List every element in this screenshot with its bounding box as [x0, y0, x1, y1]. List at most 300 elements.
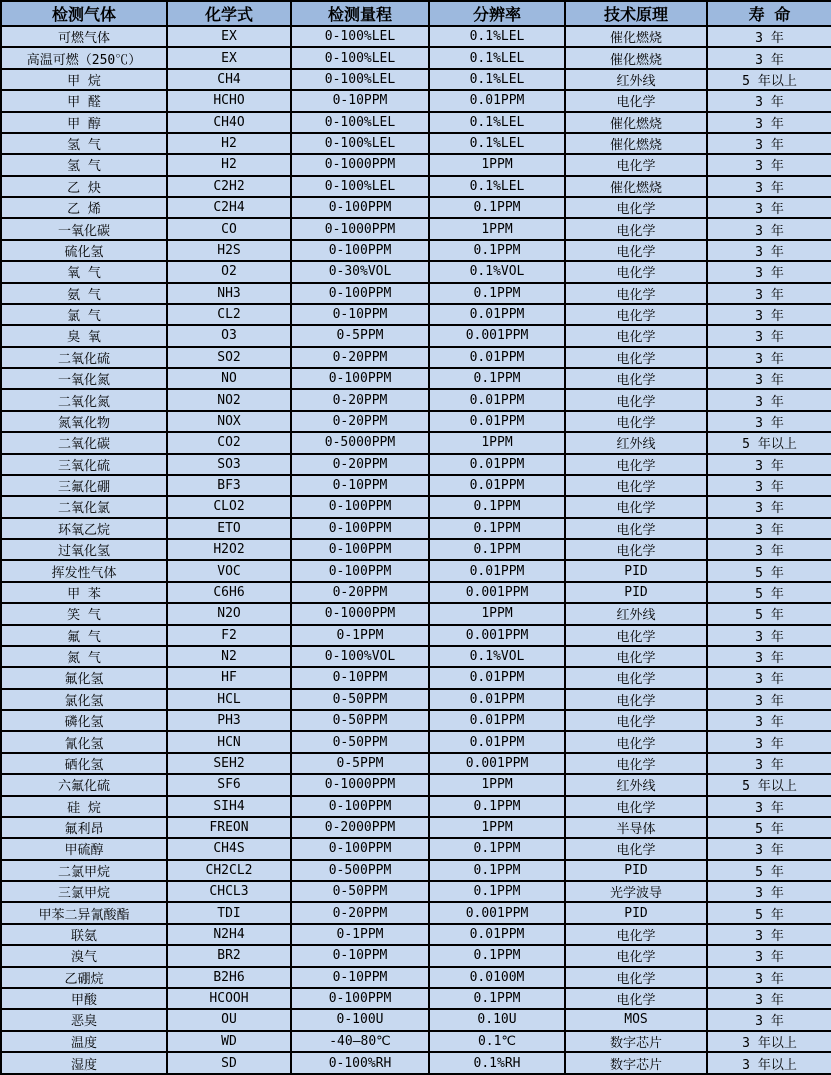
cell-formula: HF: [167, 667, 291, 688]
cell-resolution: 0.001PPM: [429, 582, 565, 603]
cell-gas: 过氧化氢: [1, 539, 167, 560]
cell-formula: OU: [167, 1009, 291, 1030]
header-lifespan: 寿 命: [707, 1, 831, 26]
cell-resolution: 0.01PPM: [429, 667, 565, 688]
cell-principle: 电化学: [565, 454, 707, 475]
cell-lifespan: 3 年: [707, 454, 831, 475]
cell-resolution: 1PPM: [429, 774, 565, 795]
cell-resolution: 0.01PPM: [429, 731, 565, 752]
cell-range: 0-20PPM: [291, 902, 429, 923]
cell-lifespan: 3 年: [707, 689, 831, 710]
cell-principle: 电化学: [565, 496, 707, 517]
cell-principle: 催化燃烧: [565, 176, 707, 197]
cell-lifespan: 3 年: [707, 710, 831, 731]
cell-resolution: 0.1PPM: [429, 796, 565, 817]
cell-resolution: 0.01PPM: [429, 560, 565, 581]
cell-lifespan: 5 年以上: [707, 774, 831, 795]
table-row: [1, 176, 831, 197]
cell-resolution: 0.1PPM: [429, 496, 565, 517]
table-row: [1, 881, 831, 902]
cell-resolution: 0.1PPM: [429, 368, 565, 389]
cell-resolution: 0.1%LEL: [429, 26, 565, 47]
cell-lifespan: 3 年: [707, 539, 831, 560]
cell-range: 0-100%LEL: [291, 26, 429, 47]
cell-resolution: 0.01PPM: [429, 411, 565, 432]
cell-resolution: 0.0100M: [429, 967, 565, 988]
cell-gas: 三氯甲烷: [1, 881, 167, 902]
cell-range: 0-100%VOL: [291, 646, 429, 667]
cell-gas: 二氧化硫: [1, 347, 167, 368]
cell-principle: 催化燃烧: [565, 112, 707, 133]
table-row: [1, 560, 831, 581]
cell-principle: 红外线: [565, 603, 707, 624]
cell-lifespan: 3 年: [707, 988, 831, 1009]
cell-formula: HCL: [167, 689, 291, 710]
cell-range: 0-1000PPM: [291, 218, 429, 239]
cell-lifespan: 3 年: [707, 26, 831, 47]
cell-formula: BR2: [167, 945, 291, 966]
table-row: [1, 133, 831, 154]
cell-principle: PID: [565, 860, 707, 881]
cell-gas: 恶臭: [1, 1009, 167, 1030]
cell-range: 0-100PPM: [291, 496, 429, 517]
table-row: [1, 582, 831, 603]
table-row: [1, 967, 831, 988]
cell-gas: 氮 气: [1, 646, 167, 667]
cell-range: -40—80℃: [291, 1031, 429, 1052]
cell-resolution: 0.01PPM: [429, 347, 565, 368]
cell-principle: 电化学: [565, 924, 707, 945]
cell-range: 0-100PPM: [291, 796, 429, 817]
cell-gas: 溴气: [1, 945, 167, 966]
cell-formula: FREON: [167, 817, 291, 838]
cell-lifespan: 3 年: [707, 347, 831, 368]
cell-principle: 数字芯片: [565, 1052, 707, 1074]
cell-range: 0-100%LEL: [291, 69, 429, 90]
cell-formula: N2O: [167, 603, 291, 624]
cell-formula: H2: [167, 133, 291, 154]
cell-range: 0-500PPM: [291, 860, 429, 881]
cell-formula: B2H6: [167, 967, 291, 988]
cell-lifespan: 3 年: [707, 945, 831, 966]
cell-resolution: 0.1%LEL: [429, 112, 565, 133]
cell-gas: 联氨: [1, 924, 167, 945]
cell-formula: C6H6: [167, 582, 291, 603]
cell-resolution: 0.1PPM: [429, 945, 565, 966]
cell-lifespan: 3 年: [707, 838, 831, 859]
cell-principle: 电化学: [565, 625, 707, 646]
table-row: [1, 625, 831, 646]
cell-lifespan: 3 年以上: [707, 1052, 831, 1074]
cell-gas: 二氧化氮: [1, 389, 167, 410]
cell-resolution: 0.1PPM: [429, 860, 565, 881]
cell-range: 0-1PPM: [291, 924, 429, 945]
cell-range: 0-20PPM: [291, 389, 429, 410]
cell-lifespan: 3 年: [707, 47, 831, 68]
cell-gas: 氮氧化物: [1, 411, 167, 432]
cell-resolution: 1PPM: [429, 817, 565, 838]
header-resolution: 分辨率: [429, 1, 565, 26]
cell-resolution: 0.01PPM: [429, 389, 565, 410]
table-row: [1, 454, 831, 475]
cell-range: 0-10PPM: [291, 667, 429, 688]
cell-resolution: 0.1℃: [429, 1031, 565, 1052]
cell-gas: 温度: [1, 1031, 167, 1052]
cell-lifespan: 5 年: [707, 860, 831, 881]
header-range: 检测量程: [291, 1, 429, 26]
cell-gas: 乙硼烷: [1, 967, 167, 988]
cell-range: 0-100PPM: [291, 197, 429, 218]
cell-formula: CH4: [167, 69, 291, 90]
cell-principle: 电化学: [565, 689, 707, 710]
cell-formula: SF6: [167, 774, 291, 795]
cell-gas: 甲 苯: [1, 582, 167, 603]
cell-resolution: 0.01PPM: [429, 90, 565, 111]
cell-lifespan: 3 年: [707, 112, 831, 133]
cell-lifespan: 5 年: [707, 817, 831, 838]
cell-range: 0-1PPM: [291, 625, 429, 646]
cell-resolution: 1PPM: [429, 218, 565, 239]
cell-formula: H2S: [167, 240, 291, 261]
cell-principle: 电化学: [565, 710, 707, 731]
cell-formula: NH3: [167, 283, 291, 304]
cell-range: 0-30%VOL: [291, 261, 429, 282]
cell-principle: 半导体: [565, 817, 707, 838]
cell-gas: 硅 烷: [1, 796, 167, 817]
cell-principle: 电化学: [565, 539, 707, 560]
cell-range: 0-100PPM: [291, 283, 429, 304]
cell-range: 0-1000PPM: [291, 774, 429, 795]
table-row: [1, 774, 831, 795]
table-row: [1, 47, 831, 68]
cell-resolution: 0.01PPM: [429, 689, 565, 710]
cell-principle: 电化学: [565, 304, 707, 325]
cell-lifespan: 3 年: [707, 197, 831, 218]
cell-gas: 甲 烷: [1, 69, 167, 90]
cell-principle: 电化学: [565, 753, 707, 774]
cell-lifespan: 3 年: [707, 389, 831, 410]
cell-principle: 红外线: [565, 69, 707, 90]
cell-lifespan: 3 年: [707, 667, 831, 688]
cell-resolution: 1PPM: [429, 432, 565, 453]
cell-gas: 乙 炔: [1, 176, 167, 197]
cell-principle: 光学波导: [565, 881, 707, 902]
cell-gas: 乙 烯: [1, 197, 167, 218]
cell-lifespan: 3 年: [707, 411, 831, 432]
cell-principle: 电化学: [565, 411, 707, 432]
cell-lifespan: 5 年以上: [707, 69, 831, 90]
table-row: [1, 218, 831, 239]
cell-principle: PID: [565, 902, 707, 923]
cell-lifespan: 5 年: [707, 902, 831, 923]
cell-gas: 氟利昂: [1, 817, 167, 838]
cell-principle: 电化学: [565, 368, 707, 389]
cell-range: 0-50PPM: [291, 710, 429, 731]
cell-formula: HCN: [167, 731, 291, 752]
table-row: [1, 411, 831, 432]
cell-formula: F2: [167, 625, 291, 646]
cell-resolution: 0.1PPM: [429, 539, 565, 560]
table-row: [1, 988, 831, 1009]
table-body: [1, 26, 831, 1074]
cell-principle: 电化学: [565, 240, 707, 261]
cell-formula: CH2CL2: [167, 860, 291, 881]
table-row: [1, 945, 831, 966]
cell-lifespan: 3 年: [707, 1009, 831, 1030]
table-row: [1, 325, 831, 346]
cell-gas: 氰化氢: [1, 731, 167, 752]
table-row: [1, 924, 831, 945]
cell-formula: O3: [167, 325, 291, 346]
cell-formula: ETO: [167, 518, 291, 539]
cell-range: 0-100PPM: [291, 988, 429, 1009]
table-row: [1, 240, 831, 261]
cell-gas: 笑 气: [1, 603, 167, 624]
table-row: [1, 112, 831, 133]
cell-formula: PH3: [167, 710, 291, 731]
cell-gas: 三氧化硫: [1, 454, 167, 475]
cell-gas: 硒化氢: [1, 753, 167, 774]
cell-principle: 电化学: [565, 261, 707, 282]
cell-principle: PID: [565, 582, 707, 603]
cell-gas: 三氟化硼: [1, 475, 167, 496]
table-row: [1, 197, 831, 218]
cell-lifespan: 3 年: [707, 261, 831, 282]
cell-formula: HCHO: [167, 90, 291, 111]
cell-gas: 环氧乙烷: [1, 518, 167, 539]
cell-gas: 甲硫醇: [1, 838, 167, 859]
cell-formula: SEH2: [167, 753, 291, 774]
cell-gas: 六氟化硫: [1, 774, 167, 795]
cell-principle: 电化学: [565, 796, 707, 817]
cell-principle: 电化学: [565, 731, 707, 752]
cell-formula: SIH4: [167, 796, 291, 817]
cell-lifespan: 3 年: [707, 154, 831, 175]
cell-formula: H2O2: [167, 539, 291, 560]
cell-formula: SD: [167, 1052, 291, 1074]
table-row: [1, 902, 831, 923]
cell-resolution: 0.1PPM: [429, 240, 565, 261]
table-row: [1, 539, 831, 560]
cell-formula: N2H4: [167, 924, 291, 945]
cell-gas: 挥发性气体: [1, 560, 167, 581]
cell-lifespan: 3 年: [707, 753, 831, 774]
cell-principle: 电化学: [565, 325, 707, 346]
cell-formula: CL2: [167, 304, 291, 325]
cell-range: 0-100%LEL: [291, 133, 429, 154]
cell-resolution: 0.1PPM: [429, 518, 565, 539]
cell-formula: EX: [167, 47, 291, 68]
cell-lifespan: 3 年: [707, 625, 831, 646]
cell-range: 0-5PPM: [291, 325, 429, 346]
table-row: [1, 518, 831, 539]
cell-resolution: 0.001PPM: [429, 325, 565, 346]
cell-range: 0-100PPM: [291, 368, 429, 389]
cell-range: 0-10PPM: [291, 304, 429, 325]
cell-range: 0-50PPM: [291, 731, 429, 752]
cell-resolution: 0.1PPM: [429, 988, 565, 1009]
table-row: [1, 496, 831, 517]
table-row: [1, 667, 831, 688]
cell-range: 0-100PPM: [291, 539, 429, 560]
cell-lifespan: 3 年: [707, 240, 831, 261]
cell-formula: WD: [167, 1031, 291, 1052]
cell-gas: 氨 气: [1, 283, 167, 304]
cell-lifespan: 3 年: [707, 967, 831, 988]
cell-formula: H2: [167, 154, 291, 175]
cell-formula: C2H4: [167, 197, 291, 218]
table-row: [1, 689, 831, 710]
cell-principle: 电化学: [565, 518, 707, 539]
cell-resolution: 0.1PPM: [429, 838, 565, 859]
cell-resolution: 0.001PPM: [429, 902, 565, 923]
cell-formula: TDI: [167, 902, 291, 923]
cell-principle: 电化学: [565, 197, 707, 218]
cell-range: 0-100PPM: [291, 838, 429, 859]
table-row: [1, 710, 831, 731]
cell-resolution: 0.01PPM: [429, 475, 565, 496]
cell-lifespan: 3 年: [707, 90, 831, 111]
cell-lifespan: 3 年: [707, 924, 831, 945]
cell-lifespan: 5 年: [707, 603, 831, 624]
cell-resolution: 0.10U: [429, 1009, 565, 1030]
cell-formula: NO2: [167, 389, 291, 410]
cell-gas: 硫化氢: [1, 240, 167, 261]
cell-resolution: 1PPM: [429, 154, 565, 175]
cell-principle: 数字芯片: [565, 1031, 707, 1052]
cell-principle: 催化燃烧: [565, 26, 707, 47]
table-row: [1, 1052, 831, 1074]
cell-formula: NOX: [167, 411, 291, 432]
cell-lifespan: 3 年: [707, 646, 831, 667]
cell-formula: EX: [167, 26, 291, 47]
cell-principle: 电化学: [565, 646, 707, 667]
cell-formula: HCOOH: [167, 988, 291, 1009]
cell-gas: 臭 氧: [1, 325, 167, 346]
cell-formula: CH4S: [167, 838, 291, 859]
cell-gas: 甲苯二异氰酸酯: [1, 902, 167, 923]
cell-principle: 电化学: [565, 347, 707, 368]
table-row: [1, 603, 831, 624]
cell-resolution: 0.01PPM: [429, 454, 565, 475]
cell-lifespan: 3 年: [707, 475, 831, 496]
header-principle: 技术原理: [565, 1, 707, 26]
cell-principle: 电化学: [565, 967, 707, 988]
cell-gas: 可燃气体: [1, 26, 167, 47]
cell-range: 0-100%RH: [291, 1052, 429, 1074]
cell-gas: 甲酸: [1, 988, 167, 1009]
table-row: [1, 838, 831, 859]
table-row: [1, 26, 831, 47]
table-row: [1, 432, 831, 453]
cell-range: 0-100PPM: [291, 240, 429, 261]
cell-resolution: 0.01PPM: [429, 924, 565, 945]
cell-formula: VOC: [167, 560, 291, 581]
cell-principle: 电化学: [565, 218, 707, 239]
cell-formula: CLO2: [167, 496, 291, 517]
table-row: [1, 304, 831, 325]
table-row: [1, 646, 831, 667]
cell-principle: PID: [565, 560, 707, 581]
cell-formula: NO: [167, 368, 291, 389]
cell-range: 0-50PPM: [291, 689, 429, 710]
cell-gas: 氯 气: [1, 304, 167, 325]
cell-lifespan: 3 年: [707, 218, 831, 239]
cell-range: 0-100U: [291, 1009, 429, 1030]
cell-formula: SO3: [167, 454, 291, 475]
cell-lifespan: 3 年: [707, 304, 831, 325]
cell-principle: 催化燃烧: [565, 47, 707, 68]
table-row: [1, 753, 831, 774]
cell-resolution: 1PPM: [429, 603, 565, 624]
table-row: [1, 347, 831, 368]
cell-lifespan: 3 年: [707, 176, 831, 197]
cell-resolution: 0.1%VOL: [429, 261, 565, 282]
cell-principle: 电化学: [565, 945, 707, 966]
table-row: [1, 90, 831, 111]
cell-principle: 电化学: [565, 667, 707, 688]
cell-resolution: 0.001PPM: [429, 625, 565, 646]
cell-lifespan: 3 年: [707, 496, 831, 517]
table-row: [1, 1009, 831, 1030]
cell-gas: 氢 气: [1, 154, 167, 175]
cell-range: 0-100PPM: [291, 560, 429, 581]
cell-resolution: 0.1%RH: [429, 1052, 565, 1074]
cell-principle: 红外线: [565, 774, 707, 795]
cell-gas: 磷化氢: [1, 710, 167, 731]
cell-resolution: 0.1%LEL: [429, 133, 565, 154]
table-row: [1, 731, 831, 752]
cell-range: 0-20PPM: [291, 411, 429, 432]
cell-formula: CO: [167, 218, 291, 239]
table-row: [1, 154, 831, 175]
cell-gas: 氯化氢: [1, 689, 167, 710]
cell-range: 0-10PPM: [291, 967, 429, 988]
cell-resolution: 0.01PPM: [429, 710, 565, 731]
cell-gas: 氧 气: [1, 261, 167, 282]
table-row: [1, 796, 831, 817]
cell-gas: 二氧化碳: [1, 432, 167, 453]
cell-gas: 甲 醛: [1, 90, 167, 111]
table-row: [1, 69, 831, 90]
cell-lifespan: 3 年: [707, 133, 831, 154]
header-gas: 检测气体: [1, 1, 167, 26]
cell-resolution: 0.01PPM: [429, 304, 565, 325]
cell-range: 0-5000PPM: [291, 432, 429, 453]
cell-lifespan: 5 年: [707, 582, 831, 603]
cell-principle: 电化学: [565, 838, 707, 859]
cell-resolution: 0.1PPM: [429, 283, 565, 304]
cell-range: 0-10PPM: [291, 90, 429, 111]
cell-formula: SO2: [167, 347, 291, 368]
cell-range: 0-1000PPM: [291, 603, 429, 624]
cell-resolution: 0.1%VOL: [429, 646, 565, 667]
cell-gas: 一氧化氮: [1, 368, 167, 389]
table-row: [1, 389, 831, 410]
cell-formula: O2: [167, 261, 291, 282]
table-row: [1, 1031, 831, 1052]
cell-resolution: 0.1%LEL: [429, 176, 565, 197]
cell-formula: BF3: [167, 475, 291, 496]
cell-gas: 一氧化碳: [1, 218, 167, 239]
cell-formula: CO2: [167, 432, 291, 453]
cell-principle: 电化学: [565, 475, 707, 496]
cell-lifespan: 5 年以上: [707, 432, 831, 453]
cell-lifespan: 3 年以上: [707, 1031, 831, 1052]
cell-range: 0-100%LEL: [291, 112, 429, 133]
table-row: [1, 261, 831, 282]
cell-principle: 电化学: [565, 90, 707, 111]
